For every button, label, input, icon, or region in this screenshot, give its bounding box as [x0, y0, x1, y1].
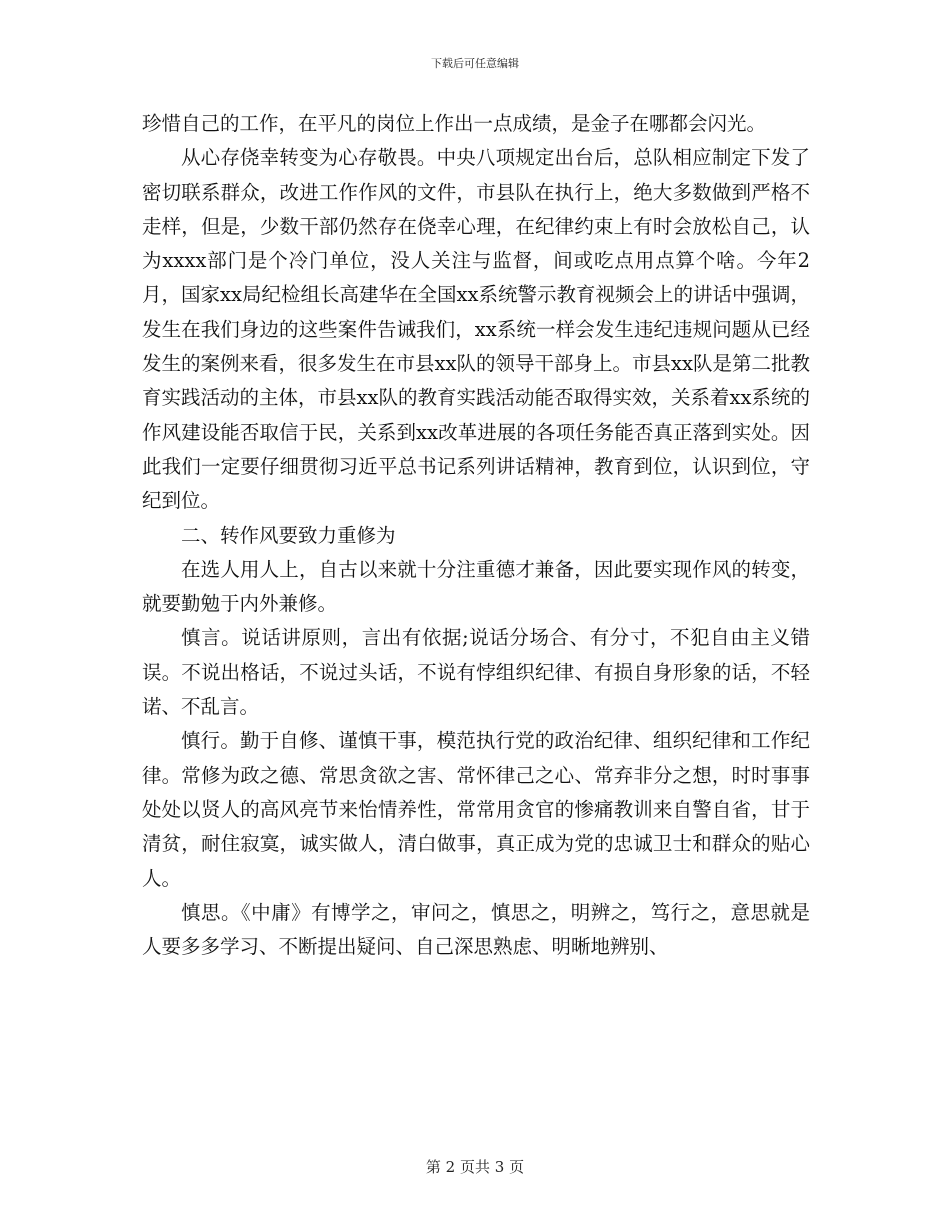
paragraph-awe: 从心存侥幸转变为心存敬畏。中央八项规定出台后，总队相应制定下发了密切联系群众，改进工作作风的文件，市县队在执行上，绝大多数做到严格不走样，但是，少数干部仍然存在侥幸心理，在纪律约束上有时会放松自己，认为xxxx部门是个冷门单位，没人关注与监督，间或吃点用点算个啥。今年2月，国家xx局纪检组长高建华在全国xx系统警示教育视频会上的讲话中强调，发生在我们身边的这些案件告诫我们，xx系统一样会发生违纪违规问题从已经发生的案例来看，很多发生在市县xx队的领导干部身上。市县xx队是第二批教育实践活动的主体，市县xx队的教育实践活动能否取得实效，关系着xx系统的作风建设能否取信于民，关系到xx改革进展的各项任务能否真正落到实处。因此我们一定要仔细贯彻习近平总书记系列讲话精神，教育到位，认识到位，守纪到位。	[142, 146, 810, 513]
paragraph-continuation: 珍惜自己的工作，在平凡的岗位上作出一点成绩，是金子在哪都会闪光。	[142, 112, 767, 135]
paragraph-careful-speech: 慎言。说话讲原则，言出有依据;说话分场合、有分寸，不犯自由主义错误。不说出格话，不说过头话，不说有悖组织纪律、有损自身形象的话，不轻诺、不乱言。	[142, 626, 810, 719]
paragraph-selection: 在选人用人上，自古以来就十分注重德才兼备，因此要实现作风的转变，就要勤勉于内外兼修。	[142, 557, 810, 616]
document-body	[142, 107, 810, 964]
page-header: 下载后可任意编辑	[431, 57, 519, 70]
section-heading: 二、转作风要致力重修为	[181, 523, 396, 547]
paragraph-careful-thought: 慎思。《中庸》有博学之，审问之，慎思之，明辨之，笃行之，意思就是人要多多学习、不断提出疑问、自己深思熟虑、明晰地辨别、	[142, 900, 810, 959]
page-number: 第 2 页共 3 页	[425, 1158, 525, 1176]
paragraph-careful-action: 慎行。勤于自修、谨慎干事，模范执行党的政治纪律、组织纪律和工作纪律。常修为政之德、常思贪欲之害、常怀律己之心、常弃非分之想，时时事事处处以贤人的高风亮节来怡情养性，常常用贪官的惨痛教训来自警自省，甘于清贫，耐住寂寞，诚实做人，清白做事，真正成为党的忠诚卫士和群众的贴心人。	[142, 729, 810, 890]
